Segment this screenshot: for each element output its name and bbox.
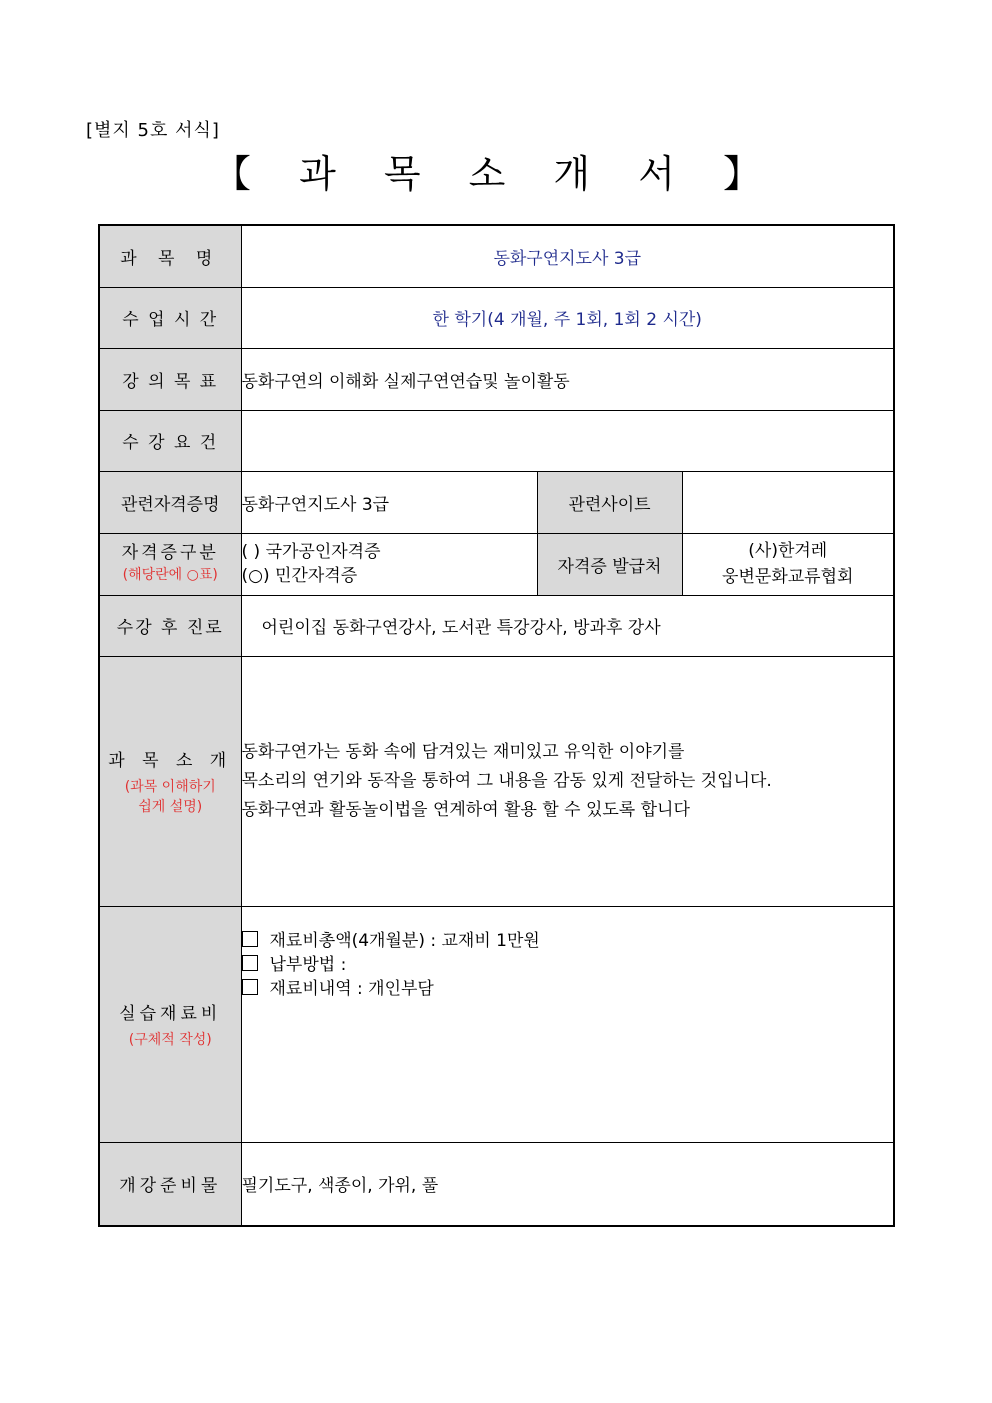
checkbox-icon [242,955,258,971]
intro-note [100,777,241,817]
prep-label: 개강준비물 [99,1142,241,1226]
intro-label-text: 과 목 소 개 [108,750,233,771]
issuer-label: 자격증 발급처 [537,533,682,595]
row-course-name [99,225,894,287]
form-label: [별지 5호 서식] [86,120,220,141]
materials-label-text: 실습재료비 [119,1003,222,1024]
row-prep [99,1142,894,1226]
course-intro-table [98,224,895,1227]
cert-type-label [99,533,241,595]
row-requirements [99,410,894,471]
intro-note-line1: (과목 이해하기 [124,778,216,795]
materials-item-payment: 납부방법 : [242,953,894,977]
issuer-line2: 웅변문화교류협회 [722,567,854,587]
materials-label [99,906,241,1142]
cert-type-note: (해당란에 ○표) [122,567,218,583]
cert-type-options [241,533,537,595]
intro-line2: 목소리의 연기와 동작을 통하여 그 내용을 감동 있게 전달하는 것입니다. [241,770,772,791]
site-value [682,471,894,533]
career-label: 수강 후 진로 [99,595,241,656]
site-label: 관련사이트 [537,471,682,533]
intro-line1: 동화구연가는 동화 속에 담겨있는 재미있고 유익한 이야기를 [241,741,685,762]
intro-line3: 동화구연과 활동놀이법을 연계하여 활용 할 수 있도록 합니다 [241,799,690,820]
row-objective [99,348,894,410]
course-name-value: 동화구연지도사 3급 [241,225,894,287]
issuer-value [682,533,894,595]
checkbox-icon [242,931,258,947]
requirements-value [241,410,894,471]
materials-item-total: 재료비총액(4개월분) : 교재비 1만원 [242,929,894,953]
row-certificate [99,471,894,533]
cert-type-label-text: 자격증구분 [121,543,219,563]
requirements-label: 수 강 요 건 [99,410,241,471]
materials-note: (구체적 작성) [128,1031,212,1048]
issuer-line1: (사)한겨레 [748,541,828,561]
certificate-value: 동화구연지도사 3급 [241,471,537,533]
intro-note-line2: 쉽게 설명) [138,798,203,815]
course-name-label: 과 목 명 [99,225,241,287]
row-cert-type [99,533,894,595]
objective-label: 강 의 목 표 [99,348,241,410]
cert-option-national: ( ) 국가공인자격증 [241,542,381,562]
materials-item-detail: 재료비내역 : 개인부담 [242,977,894,1001]
checkbox-icon [242,979,258,995]
intro-content [241,656,894,906]
class-time-label: 수 업 시 간 [99,287,241,348]
row-class-time [99,287,894,348]
document-title: 【 과 목 소 개 서 】 [212,152,779,196]
row-career [99,595,894,656]
row-materials [99,906,894,1142]
row-intro [99,656,894,906]
cert-option-private: (○) 민간자격증 [241,566,358,586]
certificate-label: 관련자격증명 [99,471,241,533]
class-time-value: 한 학기(4 개월, 주 1회, 1회 2 시간) [241,287,894,348]
materials-content [241,906,894,1142]
intro-label [99,656,241,906]
objective-value: 동화구연의 이해화 실제구연연습및 놀이활동 [241,348,894,410]
career-value: 어린이집 동화구연강사, 도서관 특강강사, 방과후 강사 [241,595,894,656]
prep-value: 필기도구, 색종이, 가위, 풀 [241,1142,894,1226]
